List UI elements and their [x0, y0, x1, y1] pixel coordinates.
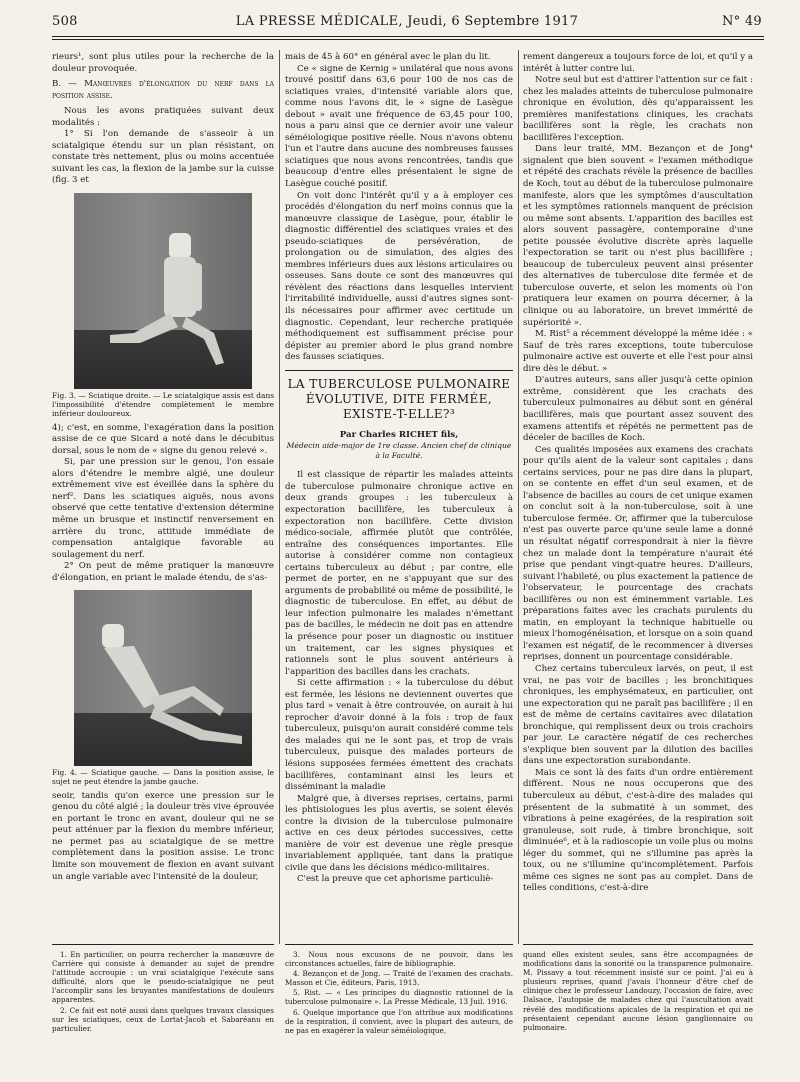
paragraph: rieurs¹, sont plus utiles pour la recherche de la douleur provoquée.: [52, 52, 274, 74]
figure-4-caption: Fig. 4. — Sciatique gauche. — Dans la position assise, le sujet ne peut étendre la jambe gauche.: [52, 768, 274, 787]
header-rule-top: [52, 36, 764, 37]
issue-number: N° 49: [721, 14, 762, 29]
article-title: LA TUBERCULOSE PULMONAIRE ÉVOLUTIVE, DITE FERMÉE, EXISTE-T-ELLE?³: [287, 376, 511, 421]
footnotes-column-2: [285, 950, 513, 1036]
column-divider-1: [279, 50, 280, 944]
paragraph: On voit donc l'intérêt qu'il y a à employer ces procédés d'élongation du nerf moins connus que la manœuvre classique de Lasègue, pour, établir le diagnostic différentiel des sciatiques vraies et des pseudo-sciatiques de persévération, de prolongation ou de simulation, des algies des membres inférieurs dues aux lésions articulaires ou osseuses. Sans doute ce sont des manœuvres qui révèlent des réactions dans lesquelles intervient l'irritabilité individuelle, aussi d'autres signes sont-ils nécessaires pour affirmer avec certitude un diagnostic. Cependant, leur recherche pratiquée méthodiquement est suffisamment précise pour dépister au premier abord le plus grand nombre des fausses sciatiques.: [285, 190, 513, 363]
paragraph: C'est la preuve que cet aphorisme particuliè-: [297, 874, 494, 885]
footnote-3: 3. Nous nous excusons de ne pouvoir, dans les circonstances actuelles, faire de bibliographie.: [285, 950, 513, 969]
figure-3-caption: Fig. 3. — Sciatique droite. — Le sciatalgique assis est dans l'impossibilité d'étendre complètement le membre inférieur douloureux.: [52, 391, 274, 419]
paragraph: Il est classique de répartir les malades atteints de tuberculose pulmonaire chronique active en deux grands groupes : les tuberculeux à expectoration bacillifère, les tuberculeux à expectoration non bacillifère. Cette division médico-sociale, affirmée plutôt que contrôlée, entraîne des conséquences importantes. Elle autorise à considérer comme non contagieux certains tuberculeux au début ; par contre, elle permet de porter, en ne s'appuyant que sur des arguments de probabilité ou même de possibilité, le diagnostic de tuberculose. En effet, au début de leur infection pulmonaire les malades n'émettant pas de bacilles, le médecin ne doit pas en attendre la présence pour poser un diagnostic ou instituer un traitement, car les signes physiques et rationnels sont le plus souvent antérieurs à l'apparition des bacilles dans les crachats.: [285, 470, 513, 677]
column-1: [52, 52, 274, 883]
footnote-4: 4. Bezançon et de Jong. — Traité de l'examen des crachats. Masson et Cie, éditeurs, Paris, 1913.: [285, 969, 513, 988]
paragraph: 4); c'est, en somme, l'exagération dans la position assise de ce que Sicard a noté dans le décubitus dorsal, sous le nom de « signe du genou relevé ».: [52, 422, 274, 456]
paragraph: rement dangereux a toujours force de loi, et qu'il y a intérêt à lutter contre lui.: [523, 52, 753, 74]
seated-patient-figure: [74, 590, 252, 766]
paragraph: D'autres auteurs, sans aller jusqu'à cette opinion extrême, considèrent que les crachats des tuberculeux pulmonaires au début sont en général bacillifères, mais que pourtant assez souvent des examens attentifs et répétés ne permettent pas de déceler de bacilles de Koch.: [523, 375, 753, 444]
article-author: Par Charles RICHET fils,: [339, 429, 459, 440]
footnotes-column-1: [52, 950, 274, 1034]
paragraph: 1° Si l'on demande de s'asseoir à un sciatalgique étendu sur un plan résistant, on constate très nettement, plus ou moins accentuée suivant les cas, la flexion de la jambe sur la cuisse (fig. 3 et: [52, 129, 274, 186]
paragraph: Ces qualités imposées aux examens des crachats pour qu'ils aient de la valeur sont capitales ; dans certains services, pour ne pas dire dans la plupart, on se contente en effet d'un seul examen, et de l'absence de bacilles au cours de cet unique examen on conclut soit à la non-tuberculose, soit à une tuberculose fermée. Or, affirmer que la tuberculose n'est pas ouverte parce qu'une seule lame a donné un résultat négatif correspondrait à nier la fièvre chez un malade dont la température n'aurait été prise que pendant vingt-quatre heures. D'ailleurs, suivant l'habileté, ou plus exactement la patience de l'observateur, le pourcentage des crachats bacillifères ou non est éminemment variable. Les préparations faites avec les crachats purulents du matin, en employant la technique habituelle ou mieux l'homogénéisation, et lorsque on a soin quand l'examen est négatif, de le recommencer à diverses reprises, donnent un pourcentage considérable.: [523, 444, 753, 663]
paragraph: Si cette affirmation : « la tuberculose du début est fermée, les lésions ne deviennent ouvertes que plus tard » venait à être controuvée, on aurait à lui reprocher d'avoir donné à la fois : trop de faux tuberculeux, puisqu'on aurait considéré comme tels des malades qui ne le sont pas, et trop de vrais tuberculeux, puisque des malades porteurs de lésions supposées fermées émettent des crachats bacillifères, contaminant ainsi les leurs et disséminant la maladie: [285, 678, 513, 793]
figure-4-photo: [74, 590, 252, 766]
paragraph: 2° On peut de même pratiquer la manœuvre d'élongation, en priant le malade étendu, de s'as-: [52, 561, 274, 583]
author-affiliation: Médecin aide-major de 1re classe. Ancien chef de clinique à la Faculté.: [286, 441, 512, 460]
column-3: [523, 52, 753, 895]
footnote-rule-3: [523, 944, 753, 945]
footnote-5: 5. Rist. — « Les principes du diagnostic rationnel de la tuberculose pulmonaire ». La Presse Médicale, 13 Juil. 1916.: [285, 988, 513, 1007]
column-2: [285, 52, 513, 886]
journal-title: LA PRESSE MÉDICALE, Jeudi, 6 Septembre 1917: [235, 14, 579, 29]
page-number: 508: [52, 14, 78, 29]
seated-patient-figure: [74, 193, 252, 389]
paragraph: Ce « signe de Kernig » unilatéral que nous avons trouvé positif dans 63,6 pour 100 de nos cas de sciatiques vraies, d'intensité variable alors que, comme nous l'avons dit, le « signe de Lasègue debout » avait une fréquence de 63,45 pour 100, nous a paru ainsi que ce dernier avoir une valeur séméiologique positive réelle. Nous n'avons obtenu l'un et l'autre dans aucune des nombreuses fausses sciatiques que nous avons rencontrées, tandis que beaucoup d'entre elles présentaient le signe de Lasègue couché positif.: [285, 63, 513, 190]
paragraph: Mais ce sont là des faits d'un ordre entièrement différent. Nous ne nous occuperons que des tuberculeux au début, c'est-à-dire des malades qui présentent de la submatité à un sommet, des vibrations à peine exagérées, de la respiration soit granuleuse, soit rude, à timbre bronchique, soit diminuée⁶, et à la radioscopie un voile plus ou moins léger du sommet, qui ne s'illumine pas après la toux, ou ne s'illumine qu'incomplètement. Parfois même ces signes ne sont pas au complet. Dans de telles conditions, c'est-à-dire: [523, 767, 753, 894]
footnote-2: 2. Ce fait est noté aussi dans quelques travaux classiques sur les sciatiques, ceux de Lortat-Jacob et Sabaréanu en particulier.: [52, 1005, 274, 1033]
paragraph: Si, par une pression sur le genou, l'on essaie alors d'étendre le membre algié, une douleur extrêmement vive est éveillée dans la sphère du nerf². Dans les sciatiques aiguës, nous avons observé que cette tentative d'extension détermine même un brusque et instinctif renversement en arrière du tronc, attitude immédiate de compensation antalgique favorable au soulagement du nerf.: [52, 457, 274, 560]
paragraph: mais de 45 à 60° en général avec le plan du lit.: [285, 52, 491, 62]
paragraph: Malgré que, à diverses reprises, certains, parmi les phtisiologues les plus avertis, se soient élevés contre la division de la tuberculose pulmonaire active en ces deux périodes successives, cette manière de voir est devenue une règle presque invariablement appliquée, tant dans la pratique civile que dans les décisions médico-militaires.: [285, 793, 513, 873]
column-divider-2: [518, 50, 519, 944]
paragraph: Chez certains tuberculeux larvés, on peut, il est vrai, ne pas voir de bacilles ; les bronchitiques chroniques, les emphysémateux, en particulier, ont une expectoration qui ne paraît pas bacillifère ; il en est de même de certains cavitaires avec dilatation bronchique, qui remplissent deux ou trois crachoirs par jour. Le caractère négatif de ces recherches s'explique bien souvent par la dilution des bacilles dans une expectoration surabondante.: [523, 663, 753, 767]
paragraph: Nous les avons pratiquées suivant deux modalités :: [52, 106, 274, 128]
article-separator: [285, 370, 513, 371]
footnote-1: 1. En particulier, on pourra rechercher la manœuvre de Carrière qui consiste à demander au sujet de prendre l'attitude accroupie : un vrai sciatalgique l'exécute sans difficulté, alors que le pseudo-sciatalgique ne peut l'accomplir sans les bruyantes manifestations de douleurs apparentes.: [52, 950, 274, 1005]
figure-3-photo: [74, 193, 252, 389]
paragraph: Dans leur traité, MM. Bezançon et de Jong⁴ signalent que bien souvent « l'examen méthodique et répété des crachats révèle la présence de bacilles de Koch, tout au début de la tuberculose pulmonaire manifeste, alors que les symptômes d'auscultation et les symptômes rationnels manquent de précision ou même sont absents. L'apparition des bacilles est alors souvent passagère, contemporaine d'une petite poussée évolutive discrète après laquelle l'expectoration se tarit ou n'est plus bacillifère ; beaucoup de tuberculeux peuvent ainsi présenter des alternatives de tuberculose dite fermée et de tuberculose ouverte, et selon les moments où l'on pratiquera leur examen on pourra décerner, à la clinique ou au laboratoire, un brevet immérité de supériorité ».: [523, 144, 753, 328]
footnote-6-continued: quand elles existent seules, sans être accompagnées de modifications dans la sonorité ou la transparence pulmonaire. M. Pissavy a tout récemment insisté sur ce point. J'ai eu à plusieurs reprises, quand j'avais l'honneur d'être chef de clinique chez le professeur Landouzy, l'occasion de faire, avec Dalsace, l'autopsie de malades chez qui l'auscultation avait révélé des modifications apicales de la respiration et qui ne présentaient cependant aucune lésion ganglionnaire ou pulmonaire.: [523, 950, 753, 1032]
paragraph: M. Rist⁵ a récemment développé la même idée : « Sauf de très rares exceptions, toute tuberculose pulmonaire active est ouverte et elle l'est pour ainsi dire dès le début. »: [523, 329, 753, 374]
footnotes-column-3: [523, 950, 753, 1033]
section-heading-b: B. — Manœuvres d'élongation du nerf dans la position assise.: [52, 79, 274, 101]
footnote-rule-2: [285, 944, 513, 945]
footnote-rule-1: [52, 944, 274, 945]
paragraph: seoir, tandis qu'on exerce une pression sur le genou du côté algié ; la douleur très vive éprouvée en portant le tronc en avant, douleur qui ne se peut atténuer par la flexion du membre inférieur, ne permet pas au sciatalgique de se mettre complètement dans la position assise. Le tronc limite son mouvement de flexion en avant suivant un angle variable avec l'intensité de la douleur,: [52, 790, 274, 882]
page-header: [52, 14, 762, 34]
header-rule-bottom: [52, 39, 764, 40]
footnote-6: 6. Quelque importance que l'on attribue aux modifications de la respiration, il convient, avec la plupart des auteurs, de ne pas en exagérer la valeur séméiologique,: [285, 1007, 513, 1035]
paragraph: Notre seul but est d'attirer l'attention sur ce fait : chez les malades atteints de tuberculose pulmonaire chronique en évolution, dès qu'apparaissent les premières manifestations cliniques, les crachats bacillifères sont la règle, les crachats non bacillifères l'exception.: [523, 75, 753, 143]
